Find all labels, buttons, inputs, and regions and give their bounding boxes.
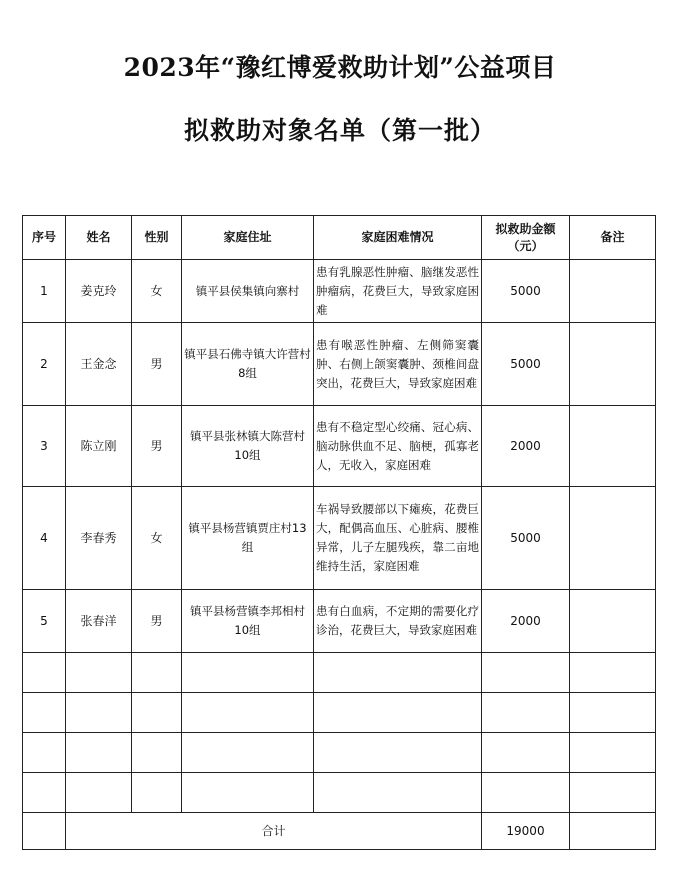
- empty-cell: [570, 653, 656, 693]
- header-amount: 拟救助金额（元）: [482, 216, 570, 260]
- table-row: [23, 406, 656, 487]
- header-gender: 性别: [132, 216, 182, 260]
- empty-cell: [66, 773, 132, 813]
- table-row: [23, 260, 656, 323]
- cell-no: 5: [23, 590, 66, 653]
- cell-remark: [570, 590, 656, 653]
- header-situation: 家庭困难情况: [314, 216, 482, 260]
- empty-cell: [482, 733, 570, 773]
- cell-situation: 患有喉恶性肿瘤、左侧筛窦囊肿、右侧上颌窦囊肿、颈椎间盘突出，花费巨大，导致家庭困难: [314, 323, 482, 406]
- table-header-row: [23, 216, 656, 260]
- header-name: 姓名: [66, 216, 132, 260]
- cell-address: 镇平县侯集镇向寨村: [182, 260, 314, 323]
- empty-cell: [132, 733, 182, 773]
- empty-row: [23, 733, 656, 773]
- header-address: 家庭住址: [182, 216, 314, 260]
- cell-name: 王金念: [66, 323, 132, 406]
- empty-cell: [182, 773, 314, 813]
- document-title-line1: 2023年“豫红博爱救助计划”公益项目: [123, 53, 557, 82]
- empty-cell: [314, 653, 482, 693]
- cell-name: 陈立刚: [66, 406, 132, 487]
- cell-remark: [570, 260, 656, 323]
- cell-address: 镇平县石佛寺镇大许营村8组: [182, 323, 314, 406]
- empty-cell: [23, 653, 66, 693]
- empty-cell: [66, 653, 132, 693]
- cell-amount: 5000: [482, 260, 570, 323]
- empty-cell: [570, 733, 656, 773]
- cell-amount: 2000: [482, 406, 570, 487]
- empty-row: [23, 773, 656, 813]
- empty-cell: [132, 653, 182, 693]
- cell-name: 李春秀: [66, 487, 132, 590]
- cell-no: 3: [23, 406, 66, 487]
- cell-situation: 车祸导致腰部以下瘫痪，花费巨大，配偶高血压、心脏病、腰椎异常，儿子左腿残疾，靠二亩地维持生活，家庭困难: [314, 487, 482, 590]
- cell-address: 镇平县杨营镇贾庄村13组: [182, 487, 314, 590]
- total-row: [23, 813, 656, 850]
- cell-amount: 5000: [482, 487, 570, 590]
- cell-situation: 患有不稳定型心绞痛、冠心病、脑动脉供血不足、脑梗，孤寡老人，无收入，家庭困难: [314, 406, 482, 487]
- empty-row: [23, 653, 656, 693]
- total-amount: 19000: [482, 813, 570, 850]
- cell-amount: 2000: [482, 590, 570, 653]
- header-remark: 备注: [570, 216, 656, 260]
- empty-cell: [314, 773, 482, 813]
- cell-no: 2: [23, 323, 66, 406]
- table-row: [23, 323, 656, 406]
- cell-no: 4: [23, 487, 66, 590]
- table-row: [23, 590, 656, 653]
- cell-address: 镇平县张林镇大陈营村10组: [182, 406, 314, 487]
- cell-name: 张春洋: [66, 590, 132, 653]
- empty-cell: [314, 733, 482, 773]
- cell-name: 姜克玲: [66, 260, 132, 323]
- empty-cell: [132, 773, 182, 813]
- empty-cell: [570, 773, 656, 813]
- empty-cell: [482, 773, 570, 813]
- total-label: 合计: [66, 813, 482, 850]
- cell-remark: [570, 323, 656, 406]
- empty-cell: [482, 693, 570, 733]
- cell-gender: 男: [132, 590, 182, 653]
- cell-situation: 患有白血病，不定期的需要化疗诊治，花费巨大，导致家庭困难: [314, 590, 482, 653]
- empty-cell: [482, 653, 570, 693]
- empty-cell: [182, 693, 314, 733]
- cell-amount: 5000: [482, 323, 570, 406]
- empty-cell: [314, 693, 482, 733]
- cell-remark: [570, 487, 656, 590]
- empty-cell: [570, 813, 656, 850]
- cell-gender: 男: [132, 406, 182, 487]
- header-no: 序号: [23, 216, 66, 260]
- cell-gender: 男: [132, 323, 182, 406]
- cell-gender: 女: [132, 487, 182, 590]
- recipient-table: [22, 215, 656, 850]
- cell-gender: 女: [132, 260, 182, 323]
- empty-cell: [23, 733, 66, 773]
- cell-remark: [570, 406, 656, 487]
- empty-cell: [23, 813, 66, 850]
- empty-cell: [66, 693, 132, 733]
- empty-cell: [23, 773, 66, 813]
- empty-cell: [570, 693, 656, 733]
- empty-row: [23, 693, 656, 733]
- empty-cell: [23, 693, 66, 733]
- table-row: [23, 487, 656, 590]
- empty-cell: [182, 733, 314, 773]
- empty-cell: [66, 733, 132, 773]
- cell-situation: 患有乳腺恶性肿瘤、脑继发恶性肿瘤病，花费巨大，导致家庭困难: [314, 260, 482, 323]
- cell-address: 镇平县杨营镇李邦相村10组: [182, 590, 314, 653]
- document-title-line2: 拟救助对象名单（第一批）: [183, 116, 496, 145]
- empty-cell: [182, 653, 314, 693]
- empty-cell: [132, 693, 182, 733]
- cell-no: 1: [23, 260, 66, 323]
